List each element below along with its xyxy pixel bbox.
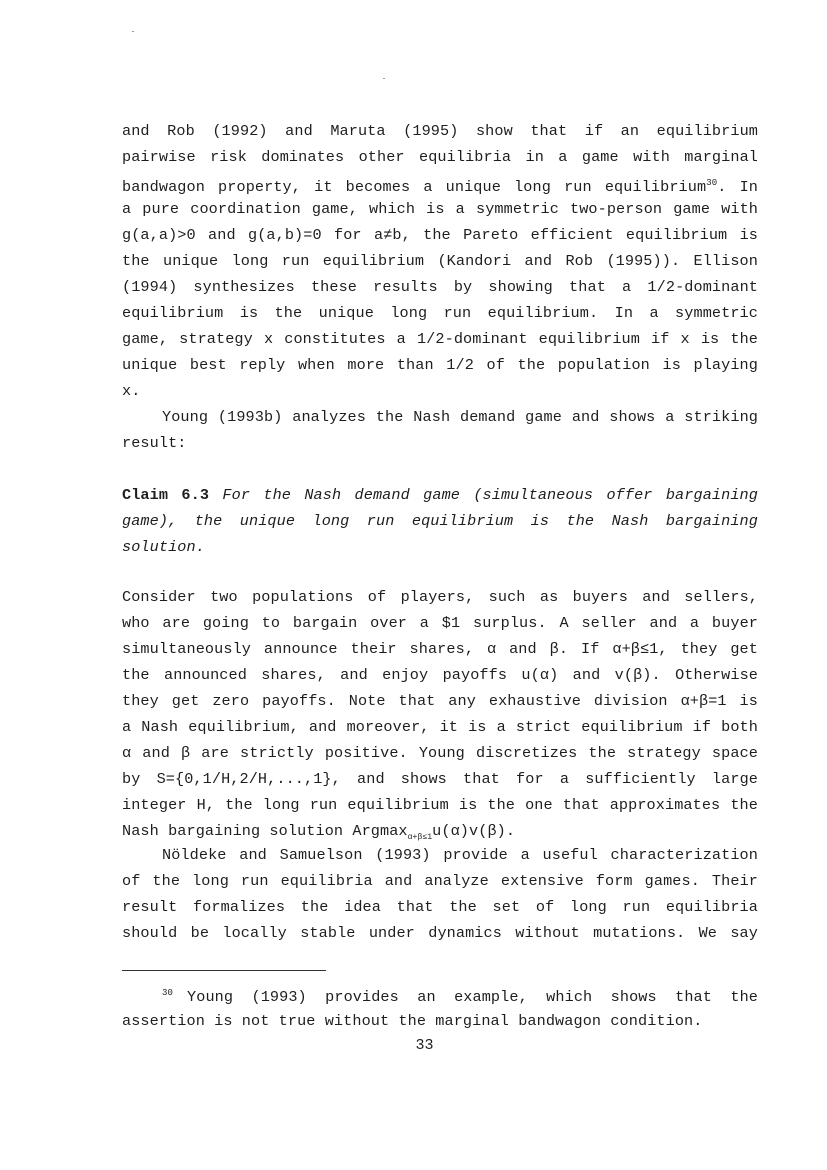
- text-line: game, strategy x constitutes a 1/2-dominant equilibrium if x is the: [122, 330, 758, 348]
- claim-label: Claim 6.3: [122, 486, 210, 504]
- text-line: who are going to bargain over a $1 surplus. A seller and a buyer: [122, 614, 758, 632]
- text-line: simultaneously announce their shares, α and β. If α+β≤1, they get: [122, 640, 758, 658]
- text-line: should be locally stable under dynamics without mutations. We say: [122, 924, 758, 942]
- text-line: pairwise risk dominates other equilibria in a game with marginal: [122, 148, 758, 166]
- text-line: the unique long run equilibrium (Kandori and Rob (1995)). Ellison: [122, 252, 758, 270]
- paragraph-4: [122, 842, 758, 946]
- text-line: Nöldeke and Samuelson (1993) provide a useful characterization: [162, 846, 758, 864]
- claim-block: [122, 482, 758, 560]
- text-line: assertion is not true without the marginal bandwagon condition.: [122, 1012, 703, 1030]
- text-line: integer H, the long run equilibrium is the one that approximates the: [122, 796, 758, 814]
- text-line: solution.: [122, 538, 205, 556]
- text-line: result formalizes the idea that the set of long run equilibria: [122, 898, 758, 916]
- text-line: the announced shares, and enjoy payoffs u(α) and v(β). Otherwise: [122, 666, 758, 684]
- paragraph-1: [122, 118, 758, 404]
- text-line: equilibrium is the unique long run equilibrium. In a symmetric: [122, 304, 758, 322]
- text-line: Consider two populations of players, such as buyers and sellers,: [122, 588, 758, 606]
- text-line: of the long run equilibria and analyze extensive form games. Their: [122, 872, 758, 890]
- text-line: and Rob (1992) and Maruta (1995) show that if an equilibrium: [122, 122, 758, 140]
- text-line: [122, 170, 758, 196]
- footnote-divider: [122, 970, 326, 971]
- text-line: a pure coordination game, which is a symmetric two-person game with: [122, 200, 758, 218]
- text-line: they get zero payoffs. Note that any exhaustive division α+β=1 is: [122, 692, 758, 710]
- text-line: [122, 482, 758, 508]
- text-line: [122, 979, 758, 1007]
- text-fragment: Young (1993) provides an example, which shows that the: [187, 988, 758, 1006]
- text-line: (1994) synthesizes these results by showing that a 1/2-dominant: [122, 278, 758, 296]
- claim-text: For the Nash demand game (simultaneous offer bargaining: [222, 486, 758, 504]
- text-line: unique best reply when more than 1/2 of the population is playing: [122, 356, 758, 374]
- text-line: Young (1993b) analyzes the Nash demand game and shows a striking: [162, 408, 758, 426]
- text-line: a Nash equilibrium, and moreover, it is a strict equilibrium if both: [122, 718, 758, 736]
- text-fragment: . In: [717, 178, 758, 196]
- argmax-subscript: α+β≤1: [407, 833, 433, 843]
- footnote-mark: 30: [162, 988, 174, 998]
- text-line: game), the unique long run equilibrium is the Nash bargaining: [122, 512, 758, 530]
- text-line: g(a,a)>0 and g(a,b)=0 for a≠b, the Pareto efficient equilibrium is: [122, 226, 758, 244]
- paragraph-3: [122, 584, 758, 844]
- text-line: α and β are strictly positive. Young discretizes the strategy space: [122, 744, 758, 762]
- paragraph-2: [122, 404, 758, 456]
- page-number: 33: [415, 1037, 434, 1054]
- text-line: [122, 818, 758, 844]
- text-line: x.: [122, 382, 141, 400]
- footnote-reference: 30: [706, 178, 718, 188]
- text-line: by S={0,1/H,2/H,...,1}, and shows that for a sufficiently large: [122, 770, 758, 788]
- footnote: [122, 979, 758, 1035]
- text-fragment: Nash bargaining solution Argmax: [122, 822, 408, 840]
- text-line: result:: [122, 434, 187, 452]
- text-fragment: u(α)v(β).: [432, 822, 516, 840]
- text-fragment: bandwagon property, it becomes a unique long run equilibrium: [122, 178, 707, 196]
